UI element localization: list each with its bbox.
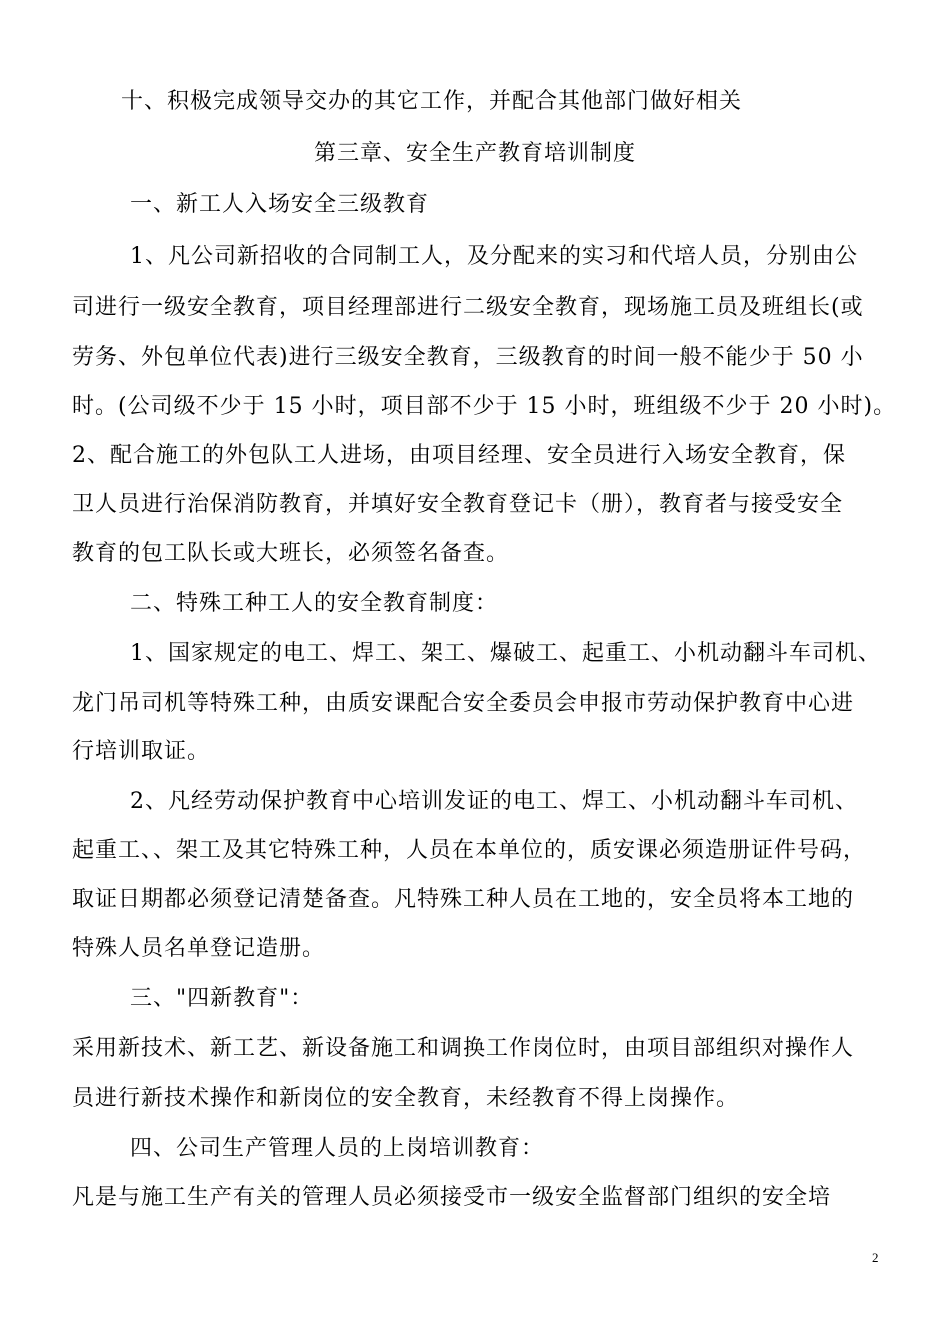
chapter-heading: 第三章、安全生产教育培训制度 xyxy=(314,141,637,166)
section-heading-2: 二、特殊工种工人的安全教育制度： xyxy=(130,591,499,616)
section-heading-1: 一、新工人入场安全三级教育 xyxy=(130,192,430,217)
body-line-17: 取证日期都必须登记清楚备查。凡特殊工种人员在工地的，安全员将本工地的 xyxy=(72,887,855,912)
body-line-18: 特殊人员名单登记造册。 xyxy=(72,936,326,961)
page-number: 2 xyxy=(872,1250,879,1265)
body-line-14: 行培训取证。 xyxy=(72,739,211,764)
body-line-15: 2、凡经劳动保护教育中心培训发证的电工、焊工、小机动翻斗车司机、 xyxy=(130,789,858,814)
body-line-7: 时。(公司级不少于 15 小时，项目部不少于 15 小时，班组级不少于 20 小时)。 xyxy=(72,394,897,419)
body-line-12: 1、国家规定的电工、焊工、架工、爆破工、起重工、小机动翻斗车司机、 xyxy=(130,641,881,666)
body-line-13: 龙门吊司机等特殊工种，由质安课配合安全委员会申报市劳动保护教育中心进 xyxy=(72,691,855,716)
body-line-20: 采用新技术、新工艺、新设备施工和调换工作岗位时，由项目部组织对操作人 xyxy=(72,1036,855,1061)
body-line-16: 起重工、、架工及其它特殊工种，人员在本单位的，质安课必须造册证件号码， xyxy=(72,838,867,863)
body-line-4: 1、凡公司新招收的合同制工人，及分配来的实习和代培人员，分别由公 xyxy=(130,244,858,269)
body-line-21: 员进行新技术操作和新岗位的安全教育，未经教育不得上岗操作。 xyxy=(72,1086,740,1111)
section-heading-3: 三、"四新教育"： xyxy=(130,986,314,1011)
body-line-9: 卫人员进行治保消防教育，并填好安全教育登记卡（册），教育者与接受安全 xyxy=(72,492,844,517)
body-line-23: 凡是与施工生产有关的管理人员必须接受市一级安全监督部门组织的安全培 xyxy=(72,1185,832,1210)
body-line-6: 劳务、外包单位代表)进行三级安全教育，三级教育的时间一般不能少于 50 小 xyxy=(72,345,864,370)
body-line-5: 司进行一级安全教育，项目经理部进行二级安全教育，现场施工员及班组长(或 xyxy=(72,295,864,320)
section-heading-4: 四、公司生产管理人员的上岗培训教育： xyxy=(130,1136,545,1161)
body-line-8: 2、配合施工的外包队工人进场，由项目经理、安全员进行入场安全教育，保 xyxy=(72,443,846,468)
body-line-10: 教育的包工队长或大班长，必须签名备查。 xyxy=(72,541,510,566)
body-line-1: 十、积极完成领导交办的其它工作，并配合其他部门做好相关 xyxy=(121,89,743,114)
